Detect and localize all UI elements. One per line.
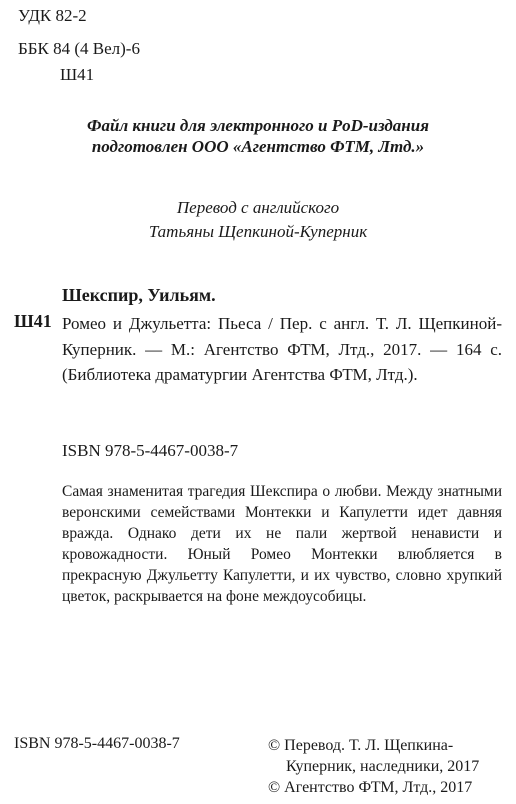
file-note-line-1: Файл книги для электронного и PoD-издания xyxy=(87,116,429,135)
record-author: Шекспир, Уильям. xyxy=(62,285,216,305)
file-note-line-2: подготовлен ООО «Агентство ФТМ, Лтд.» xyxy=(91,137,425,156)
copyright-line-1: © Перевод. Т. Л. Щепкина- xyxy=(268,737,454,754)
author-mark: Ш41 xyxy=(60,65,95,84)
bibliographic-description: Ромео и Джульетта: Пьеса / Пер. с англ. Т. Л. Щепкиной-Куперник. — М.: Агентство ФТМ, Лтд., 2017. — 164 с. (Библиотека драматургии Агентства ФТМ, Лтд.). xyxy=(62,314,502,384)
translation-line-1: Перевод с английского xyxy=(176,198,340,217)
footer-isbn: ISBN 978-5-4467-0038-7 xyxy=(14,735,180,752)
record-isbn: ISBN 978-5-4467-0038-7 xyxy=(62,441,239,460)
translation-line-2: Татьяны Щепкиной-Куперник xyxy=(148,222,368,241)
bbk-code: ББК 84 (4 Вел)-6 xyxy=(18,39,140,58)
annotation-text: Самая знаменитая трагедия Шекспира о любви. Между знатными веронскими семействами Монтекки и Капулетти идет давняя вражда. Однако дети их не пали жертвой ненависти и кровожадности. Юный Ромео Монтекки влюбляется в прекрасную Джульетту Капулетти, и их чувство, словно хрупкий цветок, раскрывается на фоне междоусобицы. xyxy=(62,483,502,605)
record-code: Ш41 xyxy=(14,311,52,331)
copyright-line-2: Куперник, наследники, 2017 xyxy=(286,758,480,775)
copyright-line-3: © Агентство ФТМ, Лтд., 2017 xyxy=(268,779,473,796)
udk-code: УДК 82-2 xyxy=(18,6,87,25)
